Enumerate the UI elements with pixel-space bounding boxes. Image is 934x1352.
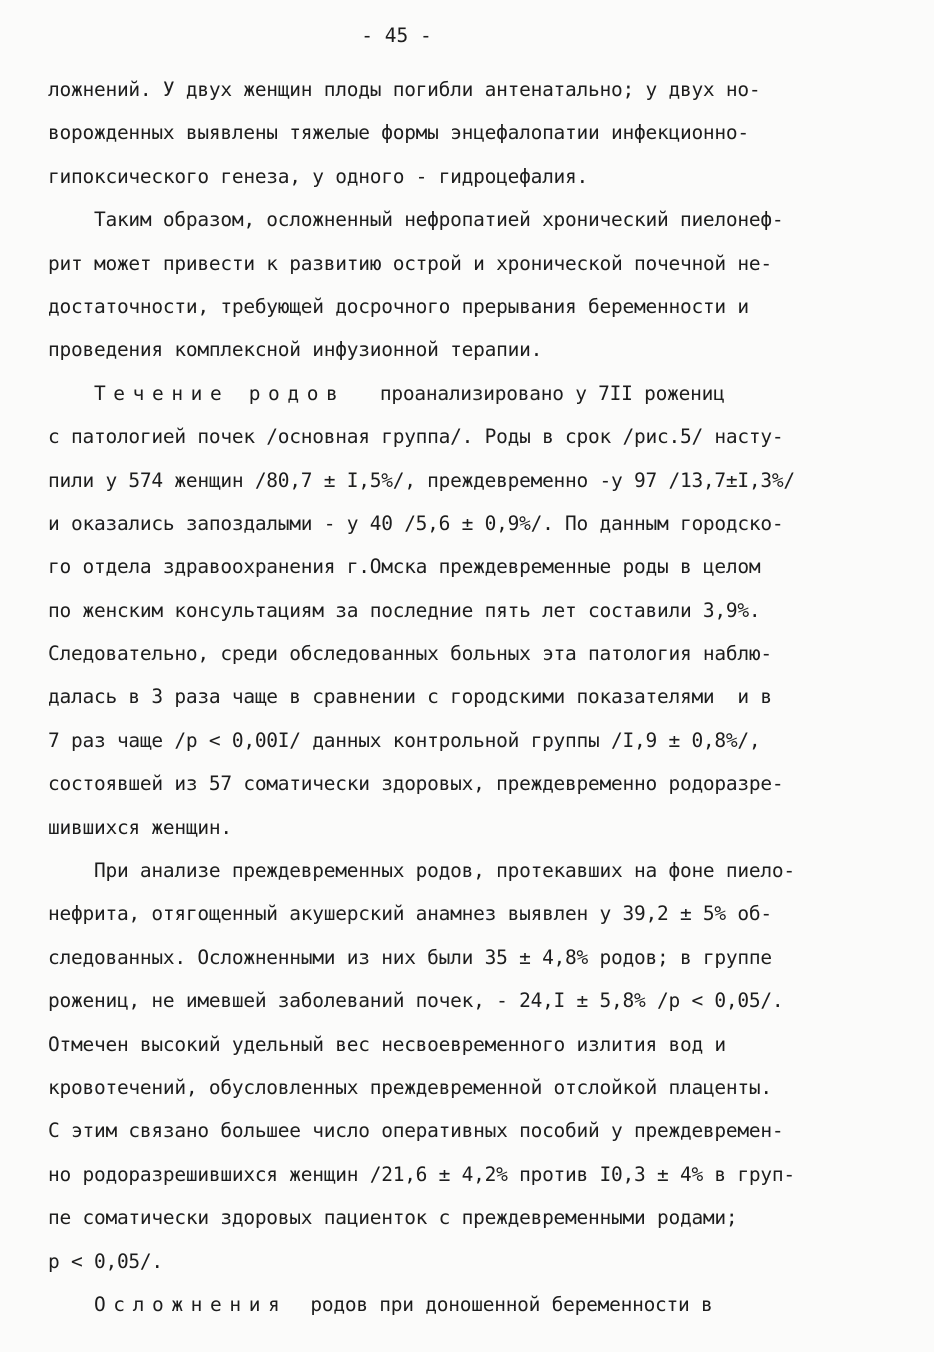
text-line: Следовательно, среди обследованных больных эта патология наблю-	[48, 642, 772, 666]
text-line: достаточности, требующей досрочного прерывания беременности и	[48, 294, 749, 318]
text-line-tail: проанализировано у 7II рожениц	[379, 381, 725, 405]
text-line: шившихся женщин.	[48, 815, 232, 839]
text-line: по женским консультациям за последние пять лет составили 3,9%.	[48, 598, 761, 622]
text-line-with-spaced-term	[48, 1283, 898, 1326]
text-line: p < 0,05/.	[48, 1249, 163, 1273]
text-line: рит может привести к развитию острой и хронической почечной не-	[48, 251, 772, 275]
text-line: пили у 574 женщин /80,7 ± I,5%/, преждевременно -у 97 /13,7±I,3%/	[48, 468, 795, 492]
main-text	[48, 68, 898, 1326]
text-line: При анализе преждевременных родов, протекавших на фоне пиело-	[48, 859, 795, 883]
text-line: и оказались запоздалыми - у 40 /5,6 ± 0,9%/. По данным городско-	[48, 511, 784, 535]
text-line: с патологией почек /основная группа/. Роды в срок /рис.5/ насту-	[48, 425, 784, 449]
text-line: далась в 3 раза чаще в сравнении с городскими показателями и в	[48, 685, 772, 709]
text-line: Отмечен высокий удельный вес несвоевременного излития вод и	[48, 1032, 726, 1056]
text-line: ложнений. У двух женщин плоды погибли антенатально; у двух но-	[48, 78, 761, 101]
text-line: го отдела здравоохранения г.Омска преждевременные роды в целом	[48, 555, 761, 579]
text-line: кровотечений, обусловленных преждевременной отслойкой плаценты.	[48, 1075, 772, 1099]
text-line: 7 раз чаще /p < 0,00I/ данных контрольной группы /I,9 ± 0,8%/,	[48, 728, 761, 752]
spaced-term-techenie-rodov: Течение родов	[93, 381, 346, 405]
page-number: - 45 -	[361, 24, 432, 47]
text-line: нефрита, отягощенный акушерский анамнез выявлен у 39,2 ± 5% об-	[48, 902, 772, 926]
text-line: пе соматически здоровых пациенток с преждевременными родами;	[48, 1206, 738, 1230]
text-line: следованных. Осложненными из них были 35 ± 4,8% родов; в группе	[48, 945, 772, 969]
spaced-term-oslozhneniya: Осложнения	[93, 1292, 288, 1316]
text-line: рожениц, не имевшей заболеваний почек, - 24,I ± 5,8% /p < 0,05/.	[48, 989, 784, 1013]
text-line: С этим связано большее число оперативных пособий у преждевремен-	[48, 1119, 784, 1143]
text-line-tail: родов при доношенной беременности в	[310, 1292, 713, 1316]
text-line: но родоразрешившихся женщин /21,6 ± 4,2% против I0,3 ± 4% в груп-	[48, 1162, 795, 1186]
text-line: Таким образом, осложненный нефропатией хронический пиелонеф-	[48, 208, 784, 232]
text-line: ворожденных выявлены тяжелые формы энцефалопатии инфекционно-	[48, 121, 749, 145]
text-line: гипоксического генеза, у одного - гидроцефалия.	[48, 164, 589, 188]
text-line: проведения комплексной инфузионной терапии.	[48, 338, 543, 362]
text-line: состоявшей из 57 соматически здоровых, преждевременно родоразре-	[48, 772, 784, 796]
text-line-with-spaced-term	[48, 372, 898, 415]
